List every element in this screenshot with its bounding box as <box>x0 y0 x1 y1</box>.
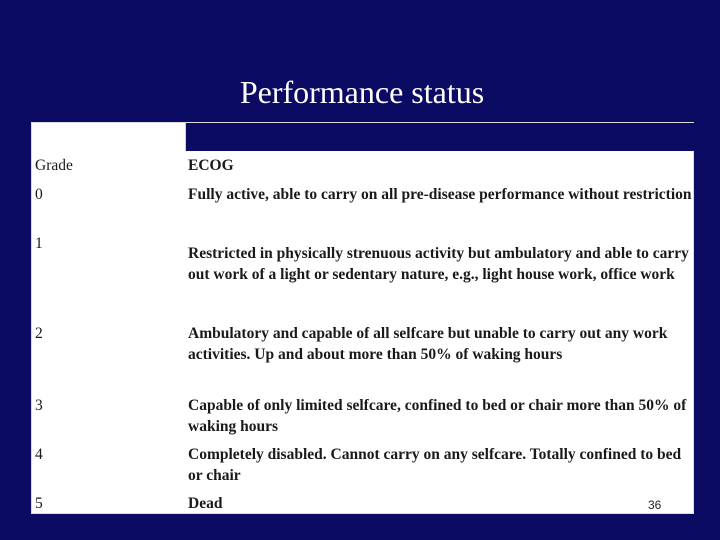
grade-cell-0: 0 <box>35 186 43 203</box>
performance-status-table <box>31 122 694 514</box>
ecog-description-1: Restricted in physically strenuous activity but ambulatory and able to carry out work of a light or sedentary nature, e.g., light house work, office work <box>188 245 689 283</box>
ecog-description-0: Fully active, able to carry on all pre-disease performance without restriction <box>188 186 692 203</box>
ecog-description-4: Completely disabled. Cannot carry on any selfcare. Totally confined to bed or chair <box>188 446 682 484</box>
ecog-description-2: Ambulatory and capable of all selfcare but unable to carry out any work activities. Up and about more than 50% of waking hours <box>188 325 668 363</box>
grade-cell-5: 5 <box>35 495 43 512</box>
ecog-description-5: Dead <box>188 495 223 512</box>
grade-cell-4: 4 <box>35 446 43 463</box>
column-header-ecog: ECOG <box>188 157 234 174</box>
ecog-description-3: Capable of only limited selfcare, confined to bed or chair more than 50% of waking hours <box>188 397 687 435</box>
table-header-band <box>185 123 694 151</box>
column-header-grade: Grade <box>35 157 73 174</box>
grade-cell-1: 1 <box>35 235 43 252</box>
grade-cell-2: 2 <box>35 325 43 342</box>
slide-number: 36 <box>648 498 662 512</box>
slide-title: Performance status <box>239 74 485 110</box>
grade-cell-3: 3 <box>35 397 43 414</box>
